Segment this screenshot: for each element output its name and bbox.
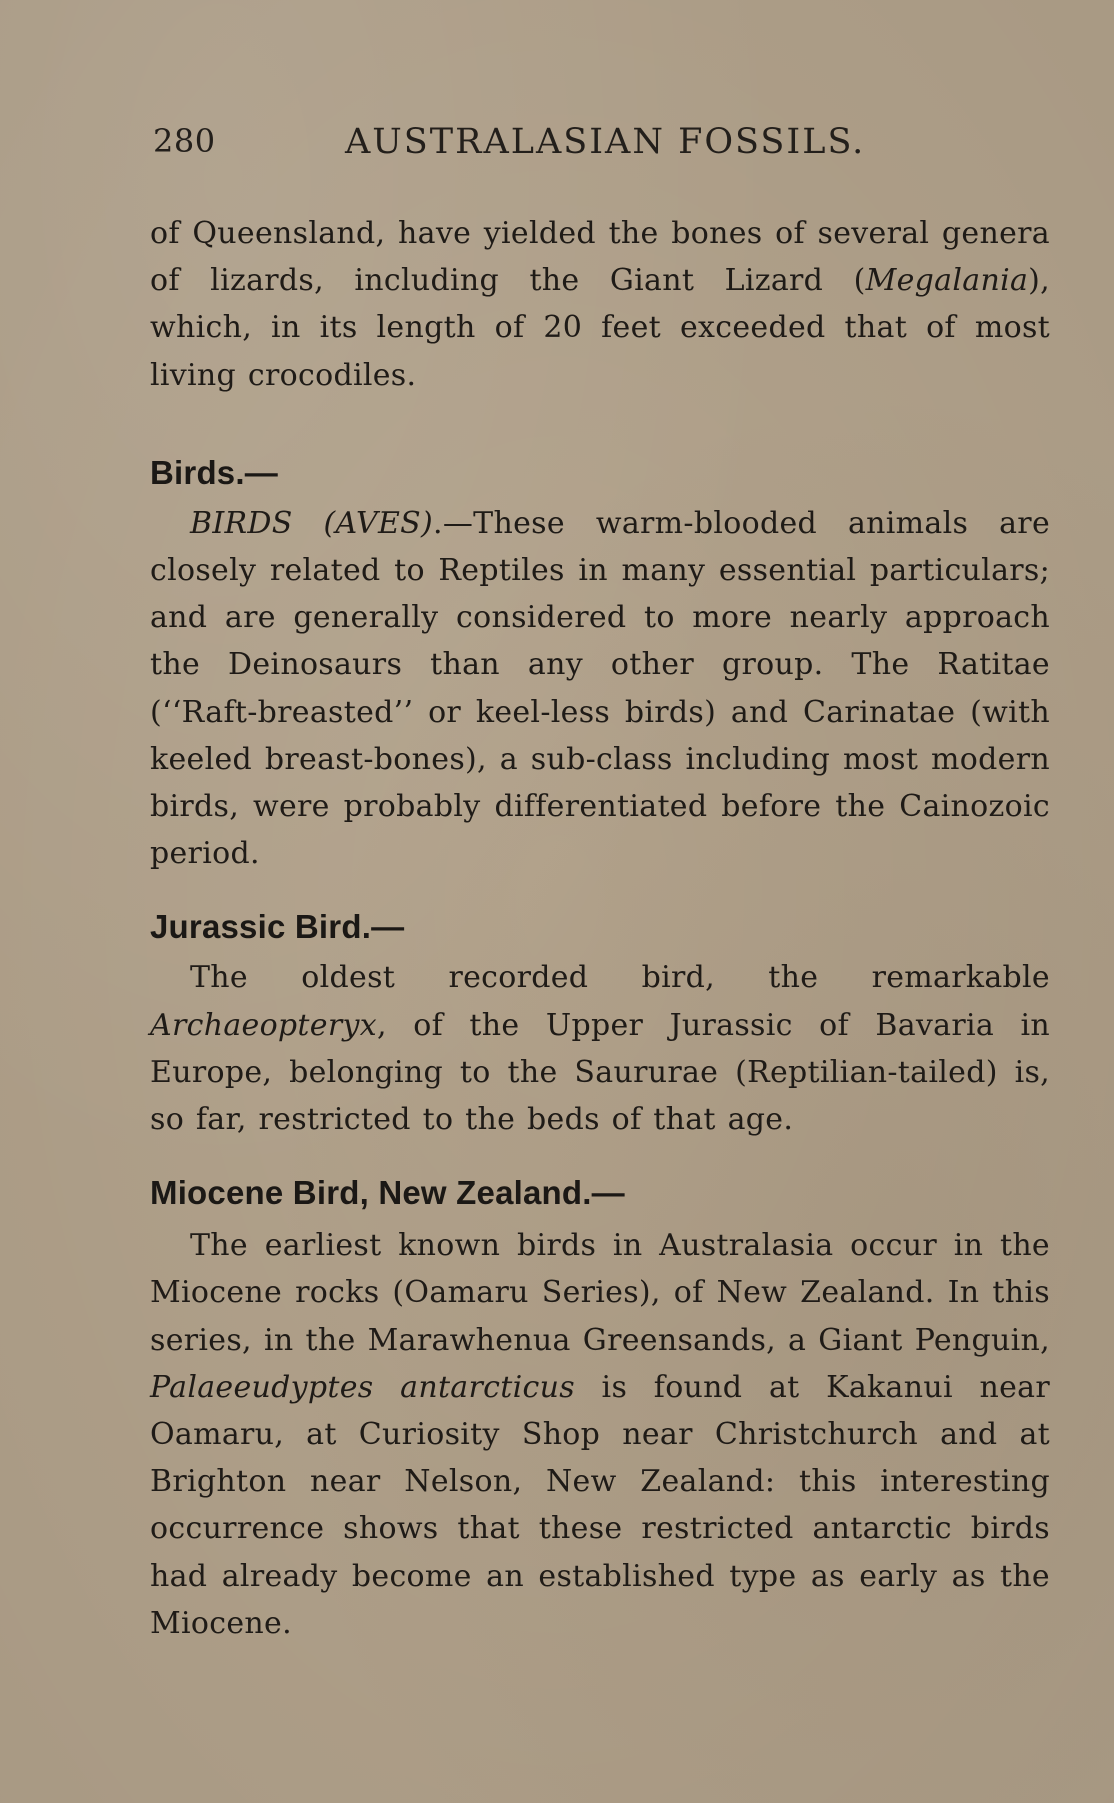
- text-run: , of the Upper Jurassic of Bavaria in Europe, belonging to the Saururae (Reptilian-tailed) is, so far, restricted to the beds of that age.: [150, 1007, 1050, 1138]
- heading-jurassic-bird: Jurassic Bird.—: [150, 908, 405, 946]
- italic-term: BIRDS (AVES): [190, 505, 434, 541]
- heading-birds: Birds.—: [150, 453, 278, 491]
- italic-term: Archaeopteryx: [150, 1007, 377, 1043]
- italic-term: Megalania: [865, 263, 1029, 299]
- paragraph-jurassic-bird: [150, 954, 1050, 1143]
- running-head: [153, 122, 873, 166]
- text-run: .—These warm-blooded animals are closely related to Reptiles in many essential particulars; and are generally considered to more nearly approach the Deinosaurs than any other group. The Ratitae (‘‘Raft-breasted’’ or keel-less birds) and Carinatae (with keeled breast-bones), a sub-class including most modern birds, were probably differentiated before the Cainozoic period.: [150, 505, 1050, 872]
- paragraph-lizards: [150, 210, 1050, 399]
- heading-miocene-bird: Miocene Bird, New Zealand.—: [150, 1174, 625, 1212]
- text-run: ), which, in its length of 20 feet exceeded that of most living crocodiles.: [150, 263, 1050, 393]
- running-title: AUSTRALASIAN FOSSILS.: [345, 122, 866, 162]
- paragraph-miocene-bird: [150, 1222, 1050, 1647]
- page-number: 280: [153, 122, 216, 160]
- text-run: is found at Kakanui near Oamaru, at Curiosity Shop near Christchurch and at Brighton near Nelson, New Zealand: this interesting occurrence shows that these restricted antarctic birds had already become an established type as early as the Miocene.: [150, 1369, 1050, 1641]
- text-run: The oldest recorded bird, the remarkable: [190, 960, 1050, 996]
- italic-term: Palaeeudyptes antarcticus: [150, 1369, 575, 1405]
- text-run: of Queensland, have yielded the bones of several genera of lizards, including the Giant Lizard (: [150, 216, 1050, 299]
- page-body: [150, 210, 1050, 1647]
- paragraph-birds: [150, 500, 1050, 878]
- text-run: The earliest known birds in Australasia occur in the Miocene rocks (Oamaru Series), of New Zealand. In this series, in the Marawhenua Greensands, a Giant Penguin,: [150, 1228, 1050, 1358]
